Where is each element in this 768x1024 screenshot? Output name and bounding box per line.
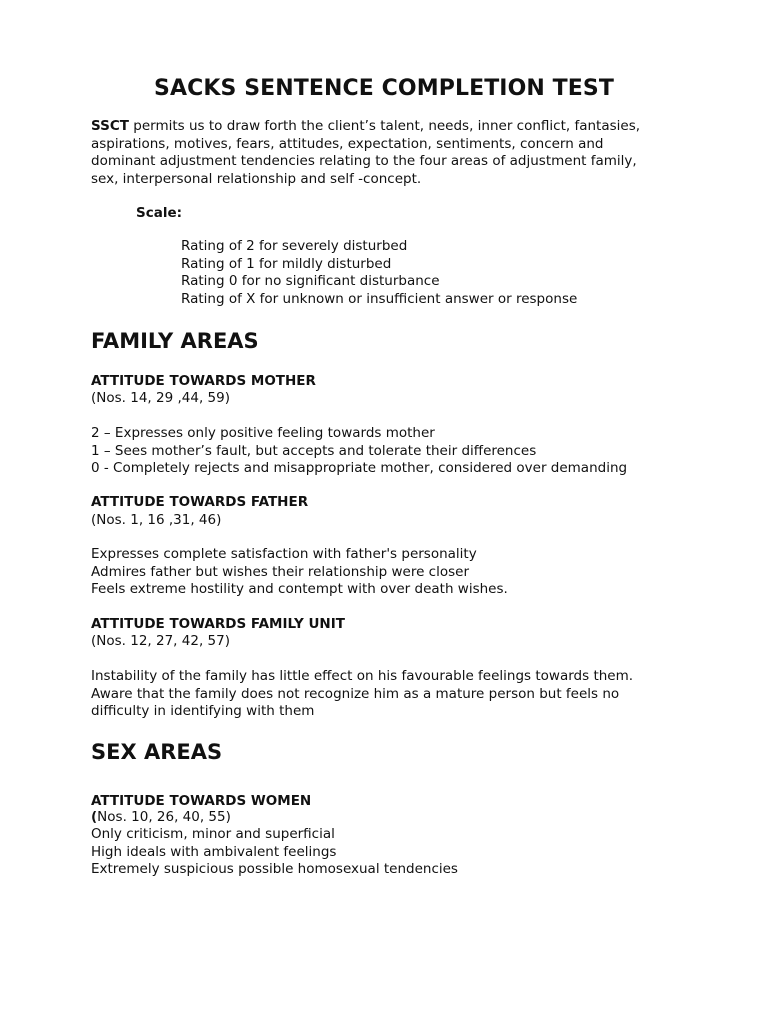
rating-item: 2 – Expresses only positive feeling towards mother (91, 425, 435, 441)
sex-areas-heading: SEX AREAS (91, 740, 223, 764)
family-unit-ratings (91, 668, 633, 721)
rating-item: Expresses complete satisfaction with father's personality (91, 546, 477, 562)
mother-ratings (91, 425, 627, 478)
father-section-heading: ATTITUDE TOWARDS FATHER (91, 494, 309, 510)
women-ratings (91, 826, 458, 879)
rating-item: High ideals with ambivalent feelings (91, 843, 337, 860)
rating-item: Feels extreme hostility and contempt with over death wishes. (91, 581, 508, 597)
father-item-numbers: (Nos. 1, 16 ,31, 46) (91, 512, 222, 528)
rating-item: 0 - Completely rejects and misappropriate mother, considered over demanding (91, 460, 628, 476)
scale-list (181, 238, 577, 308)
women-section-heading: ATTITUDE TOWARDS WOMEN (91, 793, 312, 809)
ssct-abbreviation: SSCT (91, 118, 129, 134)
intro-paragraph (91, 118, 691, 188)
intro-line-4: sex, interpersonal relationship and self -concept. (91, 170, 422, 187)
intro-line-2: aspirations, motives, fears, attitudes, expectation, sentiments, concern and (91, 135, 604, 152)
open-paren: ( (91, 809, 98, 825)
rating-item: Extremely suspicious possible homosexual tendencies (91, 861, 458, 877)
mother-item-numbers: (Nos. 14, 29 ,44, 59) (91, 390, 230, 406)
page-title: SACKS SENTENCE COMPLETION TEST (154, 76, 614, 101)
scale-item: Rating of 2 for severely disturbed (181, 238, 408, 254)
intro-line-1-text: permits us to draw forth the client’s talent, needs, inner conflict, fantasies, (128, 118, 641, 134)
scale-item: Rating of X for unknown or insufficient answer or response (181, 290, 578, 307)
intro-line-1 (91, 118, 691, 136)
rating-item: 1 – Sees mother’s fault, but accepts and tolerate their differences (91, 442, 537, 459)
rating-item: Aware that the family does not recognize him as a mature person but feels no (91, 685, 620, 702)
women-item-numbers (91, 809, 231, 827)
intro-line-3: dominant adjustment tendencies relating to the four areas of adjustment family, (91, 153, 637, 169)
father-ratings (91, 546, 508, 599)
family-unit-item-numbers: (Nos. 12, 27, 42, 57) (91, 633, 230, 649)
family-unit-section-heading: ATTITUDE TOWARDS FAMILY UNIT (91, 616, 345, 632)
mother-section-heading: ATTITUDE TOWARDS MOTHER (91, 373, 316, 389)
scale-label: Scale: (136, 205, 183, 221)
women-nos-text: Nos. 10, 26, 40, 55) (97, 809, 231, 825)
rating-item: difficulty in identifying with them (91, 703, 315, 719)
rating-item: Only criticism, minor and superficial (91, 826, 335, 842)
scale-item: Rating of 1 for mildly disturbed (181, 255, 392, 272)
family-areas-heading: FAMILY AREAS (91, 329, 259, 353)
scale-item: Rating 0 for no significant disturbance (181, 273, 440, 289)
rating-item: Admires father but wishes their relationship were closer (91, 563, 470, 580)
rating-item: Instability of the family has little effect on his favourable feelings towards them. (91, 668, 634, 684)
